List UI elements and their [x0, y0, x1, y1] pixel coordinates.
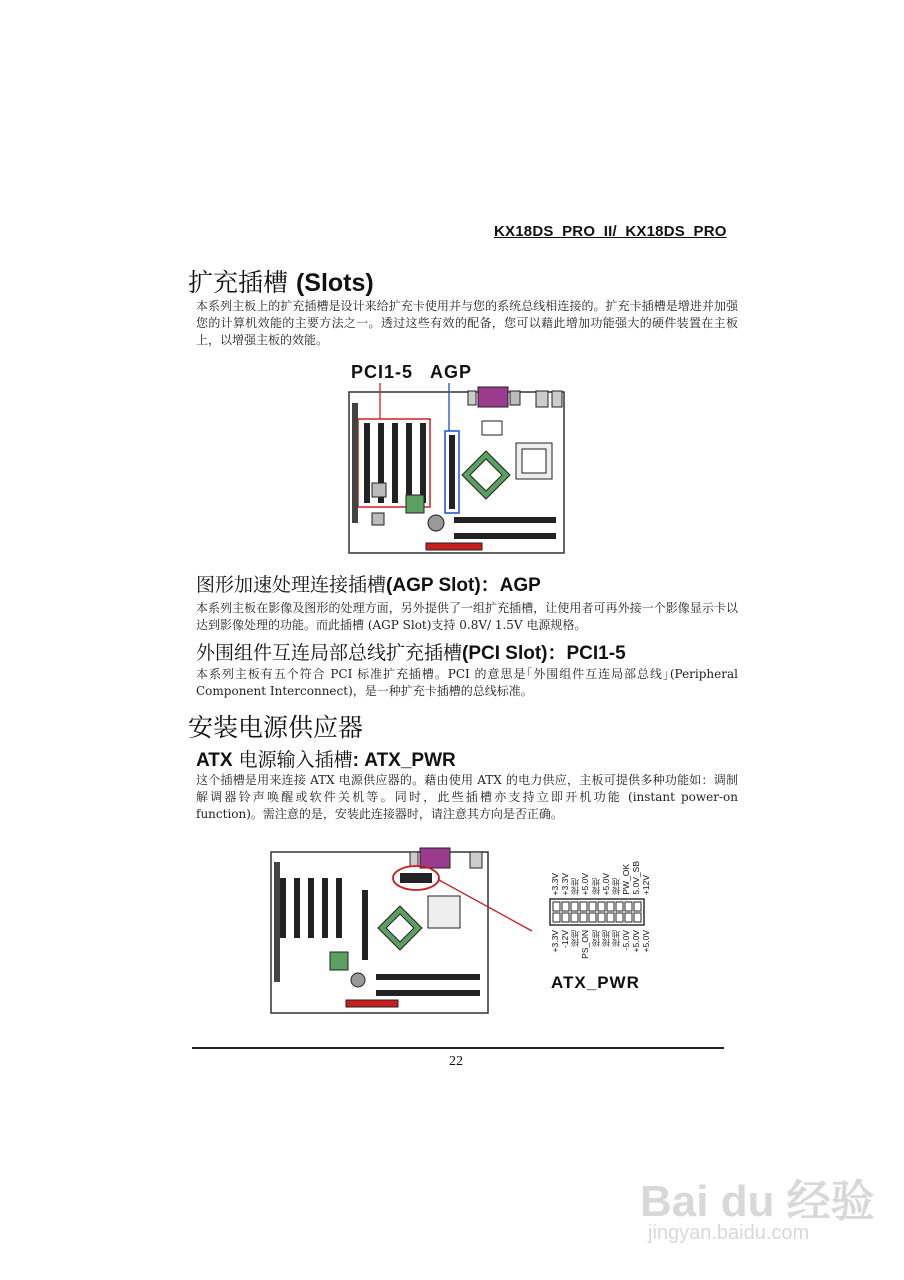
atx-pin — [562, 902, 569, 911]
atx-pin-label: 接地 — [590, 878, 601, 895]
atx-pin-label: +12V — [641, 874, 652, 895]
atx-pin — [580, 913, 587, 922]
atx-pin — [625, 902, 632, 911]
atx-pin — [625, 913, 632, 922]
pci-description: 本系列主板有五个符合 PCI 标准扩充插槽。PCI 的意思是｢外围组件互连局部总线｣(Peripheral Component Interconnect)，是一种扩充卡插槽的总线标准。 — [196, 667, 738, 698]
atx-power-description: 这个插槽是用来连接 ATX 电源供应器的。藉由使用 ATX 的电力供应，主板可提供多种功能如：调制解调器铃声唤醒或软件关机等。同时，此些插槽亦支持立即开机功能 (instant power-on function)。需注意的是，安装此连接器时，请注意其方向是否正确。 — [196, 773, 738, 821]
atx-pin-label: +5.0V — [631, 930, 642, 953]
atx-pin-label: +5.0V — [600, 872, 611, 895]
atx-pin — [553, 913, 560, 922]
power-section-title: 安装电源供应器 — [188, 713, 364, 742]
atx-pin — [616, 902, 623, 911]
document-model-header: KX18DS_PRO_II/_KX18DS_PRO — [494, 223, 727, 240]
agp-title-cn: 图形加速处理连接插槽 — [196, 574, 387, 596]
atx-connector-icon — [549, 898, 645, 926]
atx-title-suffix: : ATX_PWR — [352, 750, 456, 771]
atx-pin — [634, 902, 641, 911]
atx-pin-label: 接地 — [570, 930, 581, 947]
atx-pin-label: 接地 — [590, 930, 601, 947]
atx-pin — [607, 913, 614, 922]
atx-pin — [607, 902, 614, 911]
motherboard-slots-diagram — [348, 383, 566, 555]
pci-section-title — [196, 638, 626, 665]
atx-pin — [571, 902, 578, 911]
atx-pin-label: -12V — [560, 930, 571, 948]
page-number: 22 — [449, 1054, 463, 1069]
atx-pin-label: PS_ON — [580, 930, 591, 959]
atx-pin — [580, 902, 587, 911]
atx-power-title — [196, 745, 456, 772]
motherboard-power-diagram — [270, 846, 540, 1016]
atx-title-en: ATX — [196, 750, 233, 771]
slots-title-cn: 扩充插槽 — [188, 268, 289, 297]
baidu-watermark-url: jingyan.baidu.com — [648, 1222, 810, 1244]
diagram-label-pci: PCI1-5 — [351, 362, 414, 382]
atx-pin — [598, 913, 605, 922]
baidu-watermark-logo: Bai du 经验 — [640, 1177, 875, 1226]
atx-pin-label: +5.0V — [641, 930, 652, 953]
atx-pin — [598, 902, 605, 911]
atx-pin — [634, 913, 641, 922]
pci-title-en: (PCI Slot)：PCI1-5 — [462, 643, 626, 664]
atx-pin-label: 接地 — [600, 930, 611, 947]
atx-pin — [589, 913, 596, 922]
diagram-label-agp: AGP — [430, 362, 473, 382]
section-title-slots — [188, 263, 374, 299]
atx-pin — [571, 913, 578, 922]
atx-pin-label: +3.3V — [550, 872, 560, 895]
atx-pin-label: 5.0V_SB — [631, 861, 642, 895]
slots-intro-text: 本系列主板上的扩充插槽是设计来给扩充卡使用并与您的系统总线相连接的。扩充卡插槽是增进并加强您的计算机效能的主要方法之一。透过这些有效的配备，您可以藉此增加功能强大的硬件装置在主板上，以增强主板的效能。 — [196, 299, 738, 347]
atx-pin — [616, 913, 623, 922]
footer-divider — [192, 1047, 724, 1049]
agp-title-en: (AGP Slot)：AGP — [386, 575, 541, 596]
atx-pin-label: -5.0V — [621, 930, 632, 951]
atx-pin-label: +3.3V — [550, 930, 560, 953]
atx-pins-top-labels — [551, 855, 651, 895]
atx-title-cn: 电源输入插槽 — [238, 749, 353, 771]
agp-section-title — [196, 570, 541, 597]
atx-pin-label: 接地 — [610, 878, 621, 895]
atx-connector-label: ATX_PWR — [551, 973, 640, 992]
atx-pin-label: +5.0V — [580, 872, 591, 895]
atx-pin-label: +3.3V — [560, 872, 571, 895]
atx-pin-label: PW_OK — [621, 864, 632, 895]
atx-pin — [562, 913, 569, 922]
slots-title-en: (Slots) — [295, 269, 374, 297]
atx-pin-label: 接地 — [570, 878, 581, 895]
atx-pin — [589, 902, 596, 911]
pci-title-cn: 外围组件互连局部总线扩充插槽 — [196, 642, 463, 664]
atx-pin — [553, 902, 560, 911]
agp-description: 本系列主板在影像及图形的处理方面，另外提供了一组扩充插槽，让使用者可再外接一个影像显示卡以达到影像处理的功能。而此插槽 (AGP Slot)支持 0.8V/ 1.5V 电源规格。 — [196, 601, 738, 632]
atx-pins-bottom-labels — [551, 930, 651, 968]
atx-pin-label: 接地 — [610, 930, 621, 947]
